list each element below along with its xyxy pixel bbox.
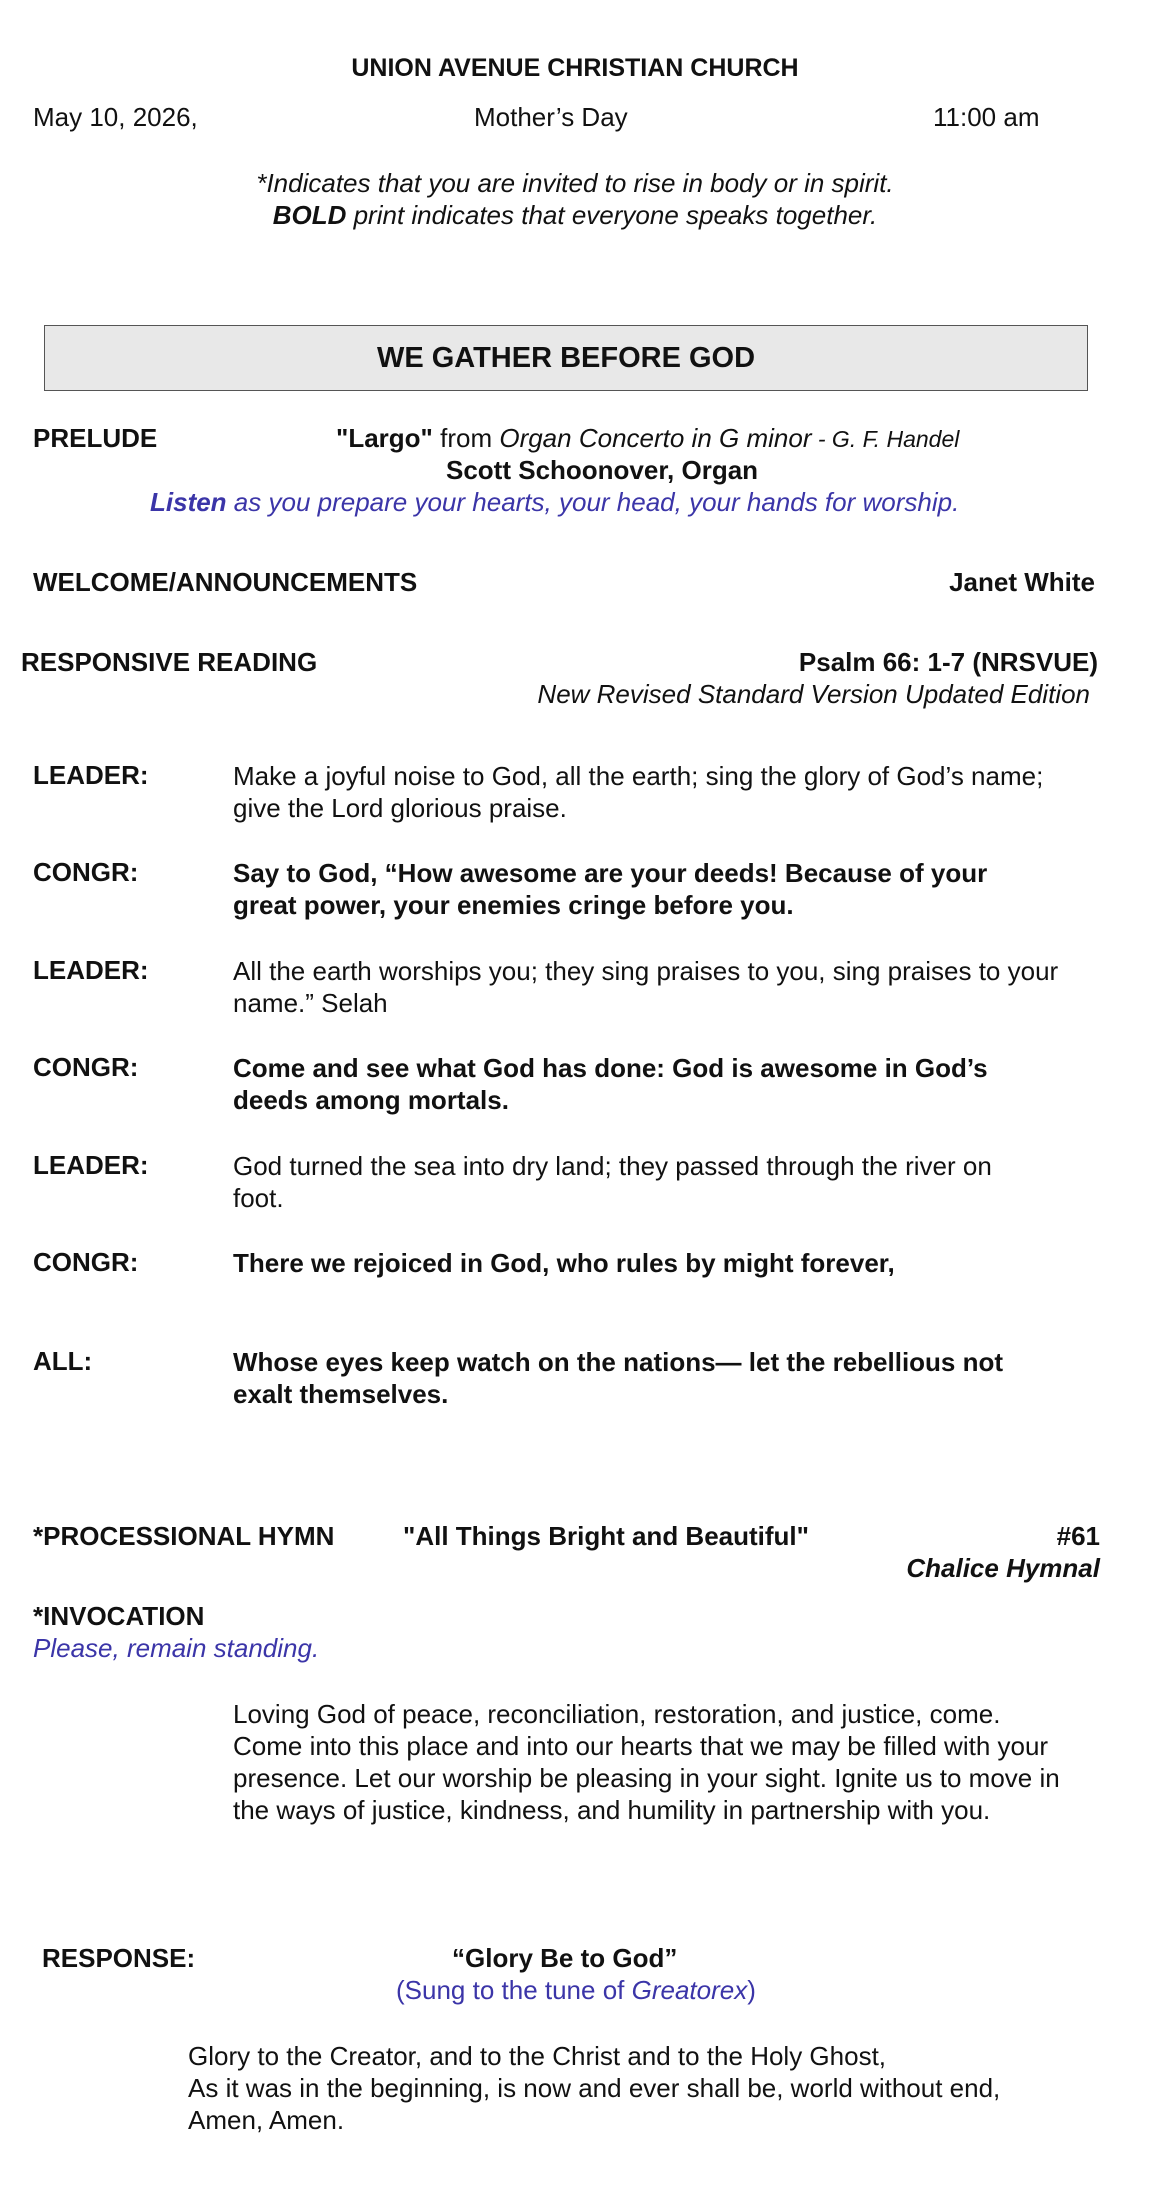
reading-speaker: LEADER: [33, 760, 149, 790]
response-tune-name: Greatorex [631, 1975, 748, 2005]
prelude-piece: "Largo" [336, 423, 433, 453]
reading-line-text: deeds among mortals. [233, 1085, 509, 1115]
reading-line [233, 1346, 1138, 1410]
processional-title: "All Things Bright and Beautiful" [403, 1521, 809, 1551]
reading-line [233, 955, 1138, 1019]
reading-line-text: Make a joyful noise to God, all the earth; sing the glory of God’s name; [233, 761, 1044, 791]
service-date: May 10, 2026, [33, 102, 198, 132]
reading-speaker: CONGR: [33, 1247, 139, 1277]
reading-line-text: great power, your enemies cringe before you. [233, 890, 794, 920]
reading-line [233, 760, 1138, 824]
reading-line-text: All the earth worships you; they sing praises to you, sing praises to your [233, 956, 1059, 986]
prayer-line: the ways of justice, kindness, and humility in partnership with you. [233, 1795, 991, 1825]
reading-line [233, 857, 1138, 921]
reading-speaker: LEADER: [33, 1150, 149, 1180]
invocation-prayer [233, 1698, 1143, 1826]
bold-note-text: print indicates that everyone speaks together. [346, 200, 878, 230]
reading-line-text: God turned the sea into dry land; they passed through the river on [233, 1151, 992, 1181]
reading-line-text: exalt themselves. [233, 1379, 449, 1409]
reading-line [233, 1150, 1138, 1214]
prelude-composer: - G. F. Handel [811, 426, 960, 452]
reading-line-text: Say to God, “How awesome are your deeds! Because of your [233, 858, 988, 888]
reading-version: New Revised Standard Version Updated Edition [537, 679, 1090, 709]
response-tune-suffix: ) [747, 1975, 756, 2005]
reading-speaker: CONGR: [33, 1052, 139, 1082]
response-lyrics [188, 2040, 1000, 2136]
reading-speaker: CONGR: [33, 857, 139, 887]
reading-line [233, 1052, 1138, 1116]
response-title: “Glory Be to God” [452, 1943, 678, 1973]
processional-label: *PROCESSIONAL HYMN [33, 1521, 335, 1551]
invocation-instruction: Please, remain standing. [33, 1633, 320, 1663]
reading-speaker: LEADER: [33, 955, 149, 985]
service-occasion: Mother’s Day [474, 102, 628, 132]
lyric-line: Glory to the Creator, and to the Christ and to the Holy Ghost, [188, 2041, 887, 2071]
prelude-listen-text: as you prepare your hearts, your head, your hands for worship. [226, 487, 960, 517]
invocation-label: *INVOCATION [33, 1601, 205, 1631]
welcome-leader: Janet White [949, 567, 1095, 597]
reading-line [233, 1247, 1138, 1279]
reading-speaker: ALL: [33, 1346, 93, 1376]
reading-line-text: Whose eyes keep watch on the nations— let the rebellious not [233, 1347, 1004, 1377]
prayer-line: presence. Let our worship be pleasing in your sight. Ignite us to move in [233, 1763, 1060, 1793]
prelude-piece-line [336, 422, 959, 455]
church-name: UNION AVENUE CHRISTIAN CHURCH [351, 54, 799, 82]
lyric-line: Amen, Amen. [188, 2105, 345, 2135]
reading-line-text: foot. [233, 1183, 284, 1213]
bold-note-keyword: BOLD [272, 200, 347, 230]
reading-line-text: give the Lord glorious praise. [233, 793, 567, 823]
prelude-from: from [432, 423, 500, 453]
processional-number: #61 [1056, 1521, 1100, 1551]
service-time: 11:00 am [933, 102, 1040, 132]
reading-passage: Psalm 66: 1-7 (NRSVUE) [798, 647, 1098, 677]
response-label: RESPONSE: [42, 1943, 196, 1973]
response-tune-prefix: (Sung to the tune of [396, 1975, 632, 2005]
prelude-performer: Scott Schoonover, Organ [446, 455, 759, 485]
prelude-work: Organ Concerto in G minor [499, 423, 812, 453]
section-title-box [44, 325, 1088, 391]
bold-note [0, 199, 1150, 231]
rise-note: *Indicates that you are invited to rise in body or in spirit. [256, 168, 894, 198]
prelude-listen-word: Listen [150, 487, 227, 517]
welcome-label: WELCOME/ANNOUNCEMENTS [33, 567, 418, 597]
reading-line-text: There we rejoiced in God, who rules by might forever, [233, 1248, 895, 1278]
section-title: WE GATHER BEFORE GOD [376, 341, 756, 374]
lyric-line: As it was in the beginning, is now and ever shall be, world without end, [188, 2073, 1001, 2103]
processional-hymnal: Chalice Hymnal [906, 1553, 1100, 1583]
reading-label: RESPONSIVE READING [21, 647, 318, 677]
prelude-label: PRELUDE [33, 423, 158, 453]
reading-line-text: Come and see what God has done: God is awesome in God’s [233, 1053, 988, 1083]
prayer-line: Come into this place and into our hearts that we may be filled with your [233, 1731, 1049, 1761]
reading-line-text: name.” Selah [233, 988, 388, 1018]
prayer-line: Loving God of peace, reconciliation, restoration, and justice, come. [233, 1699, 1001, 1729]
prelude-listen-line [150, 486, 959, 518]
response-tune [396, 1974, 756, 2006]
